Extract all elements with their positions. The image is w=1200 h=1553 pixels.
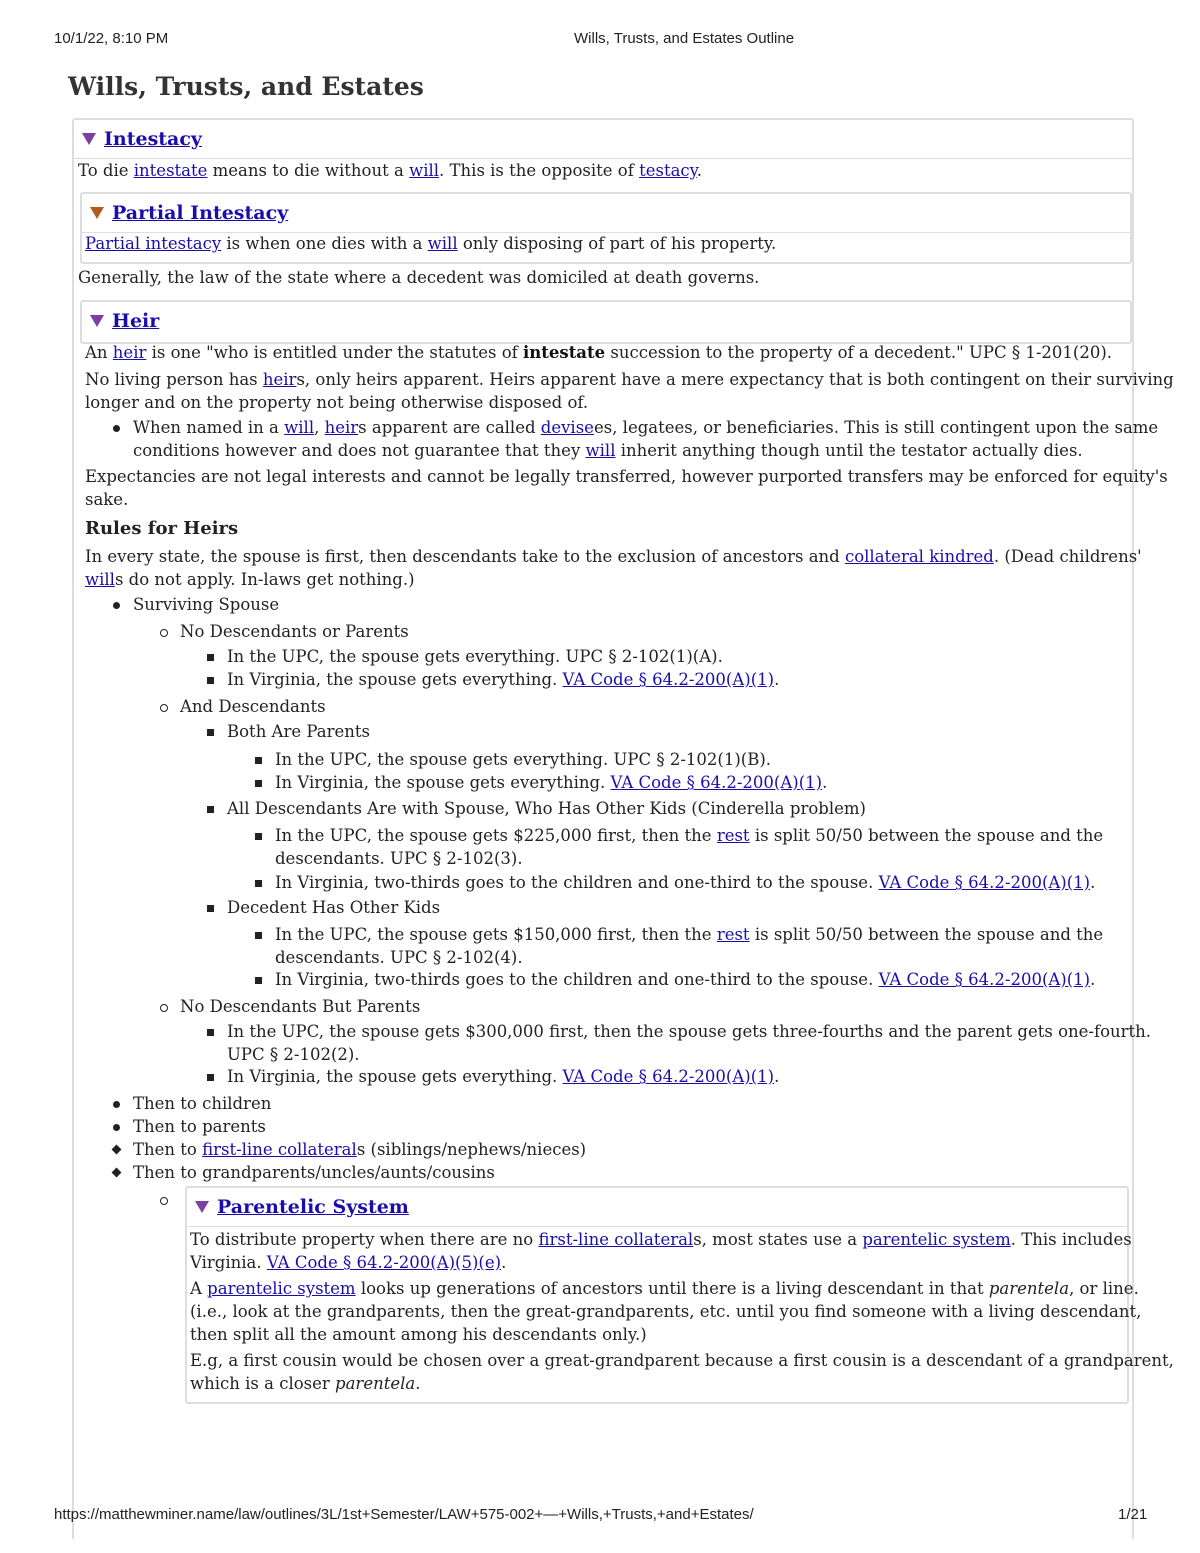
print-doc-title: Wills, Trusts, and Estates Outline (574, 30, 795, 47)
list-item: In the UPC, the spouse gets $300,000 first, then the spouse gets three-fourths and the parent gets one-fourth. UPC § 2-102(2). (227, 1022, 1152, 1064)
heir-definition: An heir is one "who is entitled under the statutes of intestate succession to the property of a decedent." UPC § 1-201(20). (85, 343, 1113, 362)
list-item: When named in a will, heirs apparent are called devisees, legatees, or beneficiaries. This is still contingent upon the same conditions however and does not guarantee that they will inherit anything though until the testator actually dies. (133, 418, 1159, 460)
partial-intestacy-summary[interactable] (82, 194, 1130, 233)
will-link[interactable]: will (284, 418, 315, 437)
va-code-link[interactable]: VA Code § 64.2-200(A)(1) (878, 970, 1091, 989)
list-item: No Descendants or Parents (180, 622, 409, 641)
list-item: In Virginia, two-thirds goes to the children and one-third to the spouse. VA Code § 64.2-200(A)(1). (275, 873, 1096, 892)
expectancies-text: Expectancies are not legal interests and cannot be legally transferred, however purported transfers may be enforced for equity's sake. (85, 467, 1168, 509)
list-item: Surviving Spouse (133, 595, 280, 614)
parentelic-summary[interactable] (187, 1188, 1127, 1227)
testacy-link[interactable]: testacy (639, 161, 697, 180)
list-item: Then to children (133, 1094, 272, 1113)
va-code-link[interactable]: VA Code § 64.2-200(A)(1) (610, 773, 823, 792)
will-link[interactable]: will (409, 161, 440, 180)
va-code-link[interactable]: VA Code § 64.2-200(A)(1) (878, 873, 1091, 892)
rest-link[interactable]: rest (716, 925, 750, 944)
parentelic-intro: To distribute property when there are no first-line collaterals, most states use a parentelic system. This includes Virginia. VA Code § 64.2-200(A)(5)(e). (190, 1230, 1132, 1272)
partial-intestacy-link[interactable]: Partial intestacy (85, 234, 222, 253)
page-number: 1/21 (1118, 1506, 1148, 1523)
va-code-link[interactable]: VA Code § 64.2-200(A)(1) (562, 670, 775, 689)
rules-for-heirs-heading: Rules for Heirs (85, 518, 239, 539)
parentelic-system-link[interactable]: parentelic system (862, 1230, 1011, 1249)
heir-section (80, 300, 1132, 344)
heir-heading-link[interactable]: Heir (112, 310, 160, 332)
will-link[interactable]: will (585, 441, 616, 460)
intestacy-summary[interactable] (74, 120, 1132, 159)
parentelic-system-link[interactable]: parentelic system (207, 1279, 356, 1298)
list-item: No Descendants But Parents (180, 997, 421, 1016)
heir-link[interactable]: heir (324, 418, 359, 437)
list-item: Then to parents (133, 1117, 266, 1136)
parentelic-explanation: A parentelic system looks up generations of ancestors until there is a living descendant in that parentela, or line. (i.e., look at the grandparents, then the great-grandparents, etc. until you find someone with a living descendant, then split all the amount among his descendants only.) (190, 1279, 1142, 1344)
heir-summary[interactable] (82, 302, 1130, 340)
page-title: Wills, Trusts, and Estates (68, 72, 424, 101)
domicile-rule: Generally, the law of the state where a decedent was domiciled at death governs. (78, 268, 760, 287)
list-item: Then to grandparents/uncles/aunts/cousins (133, 1163, 495, 1182)
first-line-collateral-link[interactable]: first-line collateral (538, 1230, 694, 1249)
list-item: All Descendants Are with Spouse, Who Has Other Kids (Cinderella problem) (227, 799, 866, 818)
partial-intestacy-heading-link[interactable]: Partial Intestacy (112, 202, 289, 224)
list-item: Then to first-line collaterals (siblings/nephews/nieces) (133, 1140, 587, 1159)
list-item: In the UPC, the spouse gets everything. UPC § 2-102(1)(B). (275, 750, 772, 769)
list-item: In Virginia, the spouse gets everything. VA Code § 64.2-200(A)(1). (227, 1067, 780, 1086)
list-item: Both Are Parents (227, 722, 370, 741)
print-url: https://matthewminer.name/law/outlines/3L/1st+Semester/LAW+575-002+—+Wills,+Trusts,+and+Estates/ (54, 1506, 754, 1523)
expand-triangle-icon[interactable] (90, 207, 104, 219)
list-item: In the UPC, the spouse gets $225,000 first, then the rest is split 50/50 between the spouse and the descendants. UPC § 2-102(3). (275, 826, 1104, 868)
spouse-first-text: In every state, the spouse is first, then descendants take to the exclusion of ancestors and collateral kindred. (Dead childrens' wills do not apply. In-laws get nothing.) (85, 547, 1142, 589)
list-item: In Virginia, two-thirds goes to the children and one-third to the spouse. VA Code § 64.2-200(A)(1). (275, 970, 1096, 989)
first-line-collateral-link[interactable]: first-line collateral (202, 1140, 357, 1159)
expand-triangle-icon[interactable] (195, 1201, 209, 1213)
rest-link[interactable]: rest (716, 826, 750, 845)
intestacy-heading-link[interactable]: Intestacy (104, 128, 202, 150)
va-code-link[interactable]: VA Code § 64.2-200(A)(5)(e) (266, 1253, 502, 1272)
devise-link[interactable]: devise (540, 418, 594, 437)
parentelic-example: E.g, a first cousin would be chosen over a great-grandparent because a first cousin is a descendant of a grandparent, which is a closer parentela. (190, 1351, 1174, 1393)
heir-link[interactable]: heir (262, 370, 297, 389)
collateral-kindred-link[interactable]: collateral kindred (844, 547, 994, 566)
list-item: And Descendants (180, 697, 326, 716)
expand-triangle-icon[interactable] (90, 315, 104, 327)
va-code-link[interactable]: VA Code § 64.2-200(A)(1) (562, 1067, 775, 1086)
print-datetime: 10/1/22, 8:10 PM (54, 30, 169, 47)
expand-triangle-icon[interactable] (82, 133, 96, 145)
intestate-link[interactable]: intestate (133, 161, 208, 180)
intestacy-definition: To die intestate means to die without a will. This is the opposite of testacy. (78, 161, 703, 180)
partial-intestacy-text: Partial intestacy is when one dies with a will only disposing of part of his property. (85, 234, 777, 253)
list-item: In the UPC, the spouse gets everything. UPC § 2-102(1)(A). (227, 647, 723, 666)
heir-link[interactable]: heir (112, 343, 147, 362)
list-item: In the UPC, the spouse gets $150,000 first, then the rest is split 50/50 between the spouse and the descendants. UPC § 2-102(4). (275, 925, 1104, 967)
list-item: Decedent Has Other Kids (227, 898, 441, 917)
will-link[interactable]: will (85, 570, 115, 589)
will-link[interactable]: will (427, 234, 458, 253)
list-item: In Virginia, the spouse gets everything. VA Code § 64.2-200(A)(1). (275, 773, 828, 792)
heirs-apparent-text: No living person has heirs, only heirs apparent. Heirs apparent have a mere expectancy that is both contingent on their surviving longer and on the property not being otherwise disposed of. (85, 370, 1174, 412)
list-item: In Virginia, the spouse gets everything. VA Code § 64.2-200(A)(1). (227, 670, 780, 689)
parentelic-heading-link[interactable]: Parentelic System (217, 1196, 409, 1218)
